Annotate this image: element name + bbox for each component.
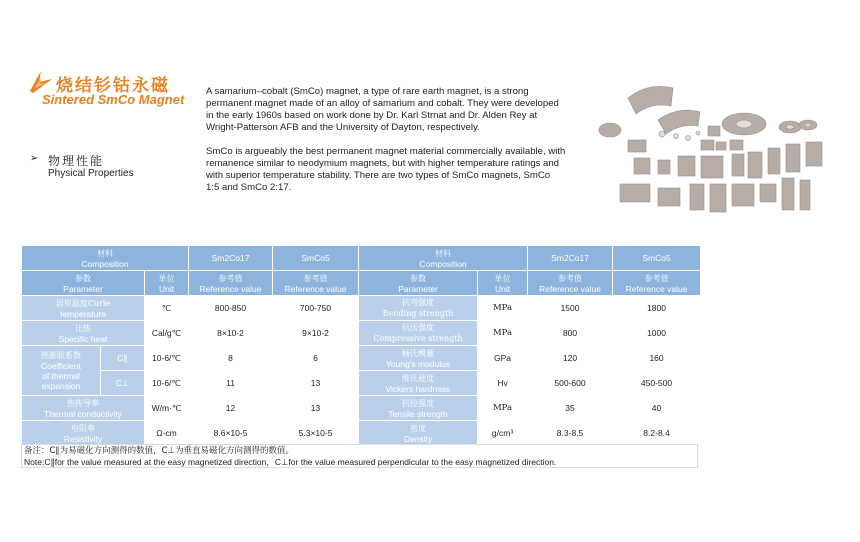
composition-header-right: 材料 Composition xyxy=(359,246,528,271)
parameter-header-right: 参数 Parameter xyxy=(359,271,478,296)
table-row xyxy=(22,371,701,396)
expansion-parallel-value-sm2co17: 8 xyxy=(189,346,273,371)
table-row xyxy=(22,321,701,346)
unit-header: 单位 Unit xyxy=(145,271,189,296)
bending-value-smco5: 1800 xyxy=(613,296,701,321)
title-english: Sintered SmCo Magnet xyxy=(42,92,185,107)
reference-header-1: 参考值 Reference value xyxy=(189,271,273,296)
tensile-strength-value-smco5: 40 xyxy=(613,396,701,421)
specific-heat-value-sm2co17: 8×10-2 xyxy=(189,321,273,346)
reference-header-2: 参考值 Reference value xyxy=(273,271,359,296)
bending-value-sm2co17: 1500 xyxy=(528,296,613,321)
curie-unit: ℃ xyxy=(145,296,189,321)
resistivity-value-sm2co17: 8.6×10-5 xyxy=(189,421,273,446)
compressive-value-sm2co17: 800 xyxy=(528,321,613,346)
thermal-expansion-label: 热膨胀系数 Coefficient of thermal expansion xyxy=(22,346,101,396)
composition-header: 材料 Composition xyxy=(22,246,189,271)
density-value-sm2co17: 8.3-8.5 xyxy=(528,421,613,446)
thermal-conductivity-label: 热传导率 Thermal conductivity xyxy=(22,396,145,421)
compressive-strength-label: 抗压强度 Compressive strength xyxy=(359,321,478,346)
section-title-chinese: 物理性能 xyxy=(48,154,105,168)
table-header-row-parameter xyxy=(22,271,701,296)
youngs-modulus-value-sm2co17: 120 xyxy=(528,346,613,371)
tensile-strength-value-sm2co17: 35 xyxy=(528,396,613,421)
tensile-strength-label: 抗拉强度 Tensile strength xyxy=(359,396,478,421)
curie-value-smco5: 700-750 xyxy=(273,296,359,321)
specific-heat-value-smco5: 9×10-2 xyxy=(273,321,359,346)
arrow-bullet-icon: ➢ xyxy=(30,153,39,164)
vickers-hardness-label: 维氏硬度 Vickers hardness xyxy=(359,371,478,396)
thermal-conductivity-unit: W/m·℃ xyxy=(145,396,189,421)
section-title-english: Physical Properties xyxy=(48,168,134,179)
parameter-header: 参数 Parameter xyxy=(22,271,145,296)
reference-header-3: 参考值 Reference value xyxy=(528,271,613,296)
intro-text xyxy=(206,86,566,206)
density-label: 密度 Density xyxy=(359,421,478,446)
table-note xyxy=(21,444,698,468)
physical-properties-table xyxy=(21,245,701,446)
density-unit: g/cm³ xyxy=(478,421,528,446)
intro-paragraph-1: A samarium–cobalt (SmCo) magnet, a type of rare earth magnet, is a strong permanent magnet made of an alloy of samarium and cobalt. They were developed in the early 1960s based on work done by Dr. Karl Strnat and Dr. Alden Rey at Wright-Patterson AFB and the University of Dayton, respectively. xyxy=(206,86,559,133)
specific-heat-label: 比热 Specific heat xyxy=(22,321,145,346)
unit-header-right: 单位 Unit xyxy=(478,271,528,296)
youngs-modulus-label: 杨氏模量 Young's modulus xyxy=(359,346,478,371)
expansion-perpendicular-label: C⊥ xyxy=(101,371,145,396)
vickers-hardness-unit: Hv xyxy=(478,371,528,396)
curie-value-sm2co17: 800-850 xyxy=(189,296,273,321)
curie-temperature-label: 居里温度Curie temperature xyxy=(22,296,145,321)
resistivity-unit: Ω-cm xyxy=(145,421,189,446)
expansion-parallel-unit: 10-6/℃ xyxy=(145,346,189,371)
grade-sm2co17-header-right: Sm2Co17 xyxy=(528,246,613,271)
grade-smco5-header-left: SmCo5 xyxy=(273,246,359,271)
expansion-perpendicular-value-smco5: 13 xyxy=(273,371,359,396)
magnets-product-photo xyxy=(598,60,830,215)
expansion-parallel-label: C∥ xyxy=(101,346,145,371)
bending-unit: MPa xyxy=(478,296,528,321)
expansion-perpendicular-unit: 10-6/℃ xyxy=(145,371,189,396)
intro-paragraph-2: SmCo is argueably the best permanent magnet material commercially available, with remanence similar to neodymium magnets, but with higher temperature ratings and with superior temperature stability. There are two types of SmCo magnets, SmCo 1:5 and SmCo 2:17. xyxy=(206,146,566,193)
table-row xyxy=(22,421,701,446)
thermal-conductivity-value-smco5: 13 xyxy=(273,396,359,421)
compressive-value-smco5: 1000 xyxy=(613,321,701,346)
title-chinese: 烧结钐钴永磁 xyxy=(56,76,170,96)
table-row xyxy=(22,396,701,421)
bending-strength-label: 抗弯强度 Bending strength xyxy=(359,296,478,321)
note-english: Note:C∥for the value measured at the easy magnetized direction，C⊥for the value measured perpendicular to the easy magnetized direction. xyxy=(24,457,557,467)
thermal-conductivity-value-sm2co17: 12 xyxy=(189,396,273,421)
specific-heat-unit: Cal/g℃ xyxy=(145,321,189,346)
table-row xyxy=(22,346,701,371)
note-chinese: 备注：C∥为易磁化方向测得的数值，C⊥为垂直易磁化方向测得的数值。 xyxy=(24,446,295,456)
expansion-parallel-value-smco5: 6 xyxy=(273,346,359,371)
grade-smco5-header-right: SmCo5 xyxy=(613,246,701,271)
tensile-strength-unit: MPa xyxy=(478,396,528,421)
resistivity-label: 电阻率 Resistivity xyxy=(22,421,145,446)
table-header-row-composition xyxy=(22,246,701,271)
compressive-unit: MPa xyxy=(478,321,528,346)
density-value-smco5: 8.2-8.4 xyxy=(613,421,701,446)
youngs-modulus-value-smco5: 160 xyxy=(613,346,701,371)
resistivity-value-smco5: 5.3×10-5 xyxy=(273,421,359,446)
vickers-hardness-value-sm2co17: 500-600 xyxy=(528,371,613,396)
table-row xyxy=(22,296,701,321)
vickers-hardness-value-smco5: 450-500 xyxy=(613,371,701,396)
grade-sm2co17-header-left: Sm2Co17 xyxy=(189,246,273,271)
youngs-modulus-unit: GPa xyxy=(478,346,528,371)
reference-header-4: 参考值 Reference value xyxy=(613,271,701,296)
expansion-perpendicular-value-sm2co17: 11 xyxy=(189,371,273,396)
